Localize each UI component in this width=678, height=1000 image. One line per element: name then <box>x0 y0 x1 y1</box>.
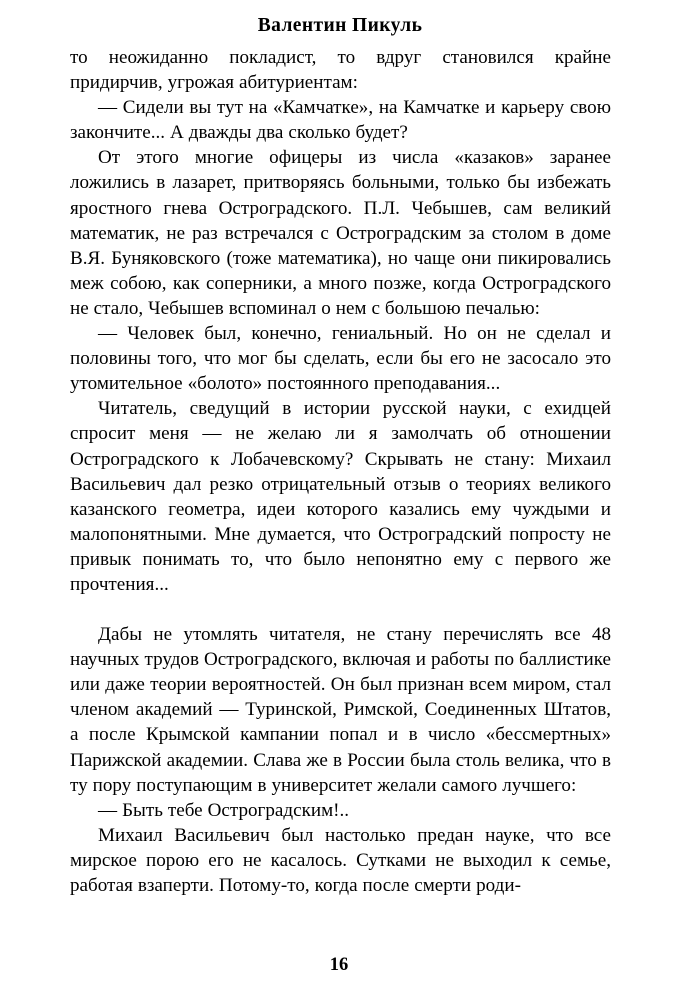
paragraph: то неожиданно покладист, то вдруг становился крайне придирчив, угрожая абитуриентам: <box>70 47 611 94</box>
paragraph: Читатель, сведущий в истории русской науки, с ехидцей спросит меня — не желаю ли я замолчать об отношении Остроградского к Лобачевскому? Скрывать не стану: Михаил Васильевич дал резко отрицательный отзыв о теориях великого казанского геометра, идеи которого казались ему чуждыми и малопонятными. Мне думается, что Остроградский попросту не привык понимать то, что было непонятно ему с первого же прочтения... <box>70 398 611 595</box>
text-section <box>70 45 611 597</box>
paragraph: От этого многие офицеры из числа «казаков» заранее ложились в лазарет, притворяясь больными, только бы избежать яростного гнева Остроградского. П.Л. Чебышев, сам великий математик, не раз встречался с Остроградским за столом в доме В.Я. Буняковского (тоже математика), но чаще они пикировались меж собою, как соперники, а много позже, когда Остроградского не стало, Чебышев вспоминал о нем с большою печалью: <box>70 147 611 319</box>
page-text-block <box>70 45 611 898</box>
page-number: 16 <box>329 955 349 975</box>
paragraph: — Человек был, конечно, гениальный. Но он не сделал и половины того, что мог бы сделать, если бы его не засосало это утомительное «болото» постоянного преподавания... <box>70 323 611 395</box>
section-break <box>70 597 611 622</box>
running-head-author: Валентин Пикуль <box>257 15 423 36</box>
paragraph: Михаил Васильевич был настолько предан науке, что все мирское порою его не касалось. Сутками не выходил к семье, работая взаперти. Потому-то, когда после смерти роди- <box>70 824 611 896</box>
text-section <box>70 622 611 898</box>
paragraph: — Быть тебе Остроградским!.. <box>98 799 350 821</box>
paragraph: Дабы не утомлять читателя, не стану перечислять все 48 научных трудов Остроградского, включая и работы по баллистике или даже теории вероятностей. Он был признан всем миром, стал членом академий — Туринской, Римской, Соединенных Штатов, а после Крымской кампании попал и в число «бессмертных» Парижской академии. Слава же в России была столь велика, что в ту пору поступающим в университет желали самого лучшего: <box>70 624 611 796</box>
paragraph: — Сидели вы тут на «Камчатке», на Камчатке и карьеру свою закончите... А дважды два сколько будет? <box>70 97 611 144</box>
